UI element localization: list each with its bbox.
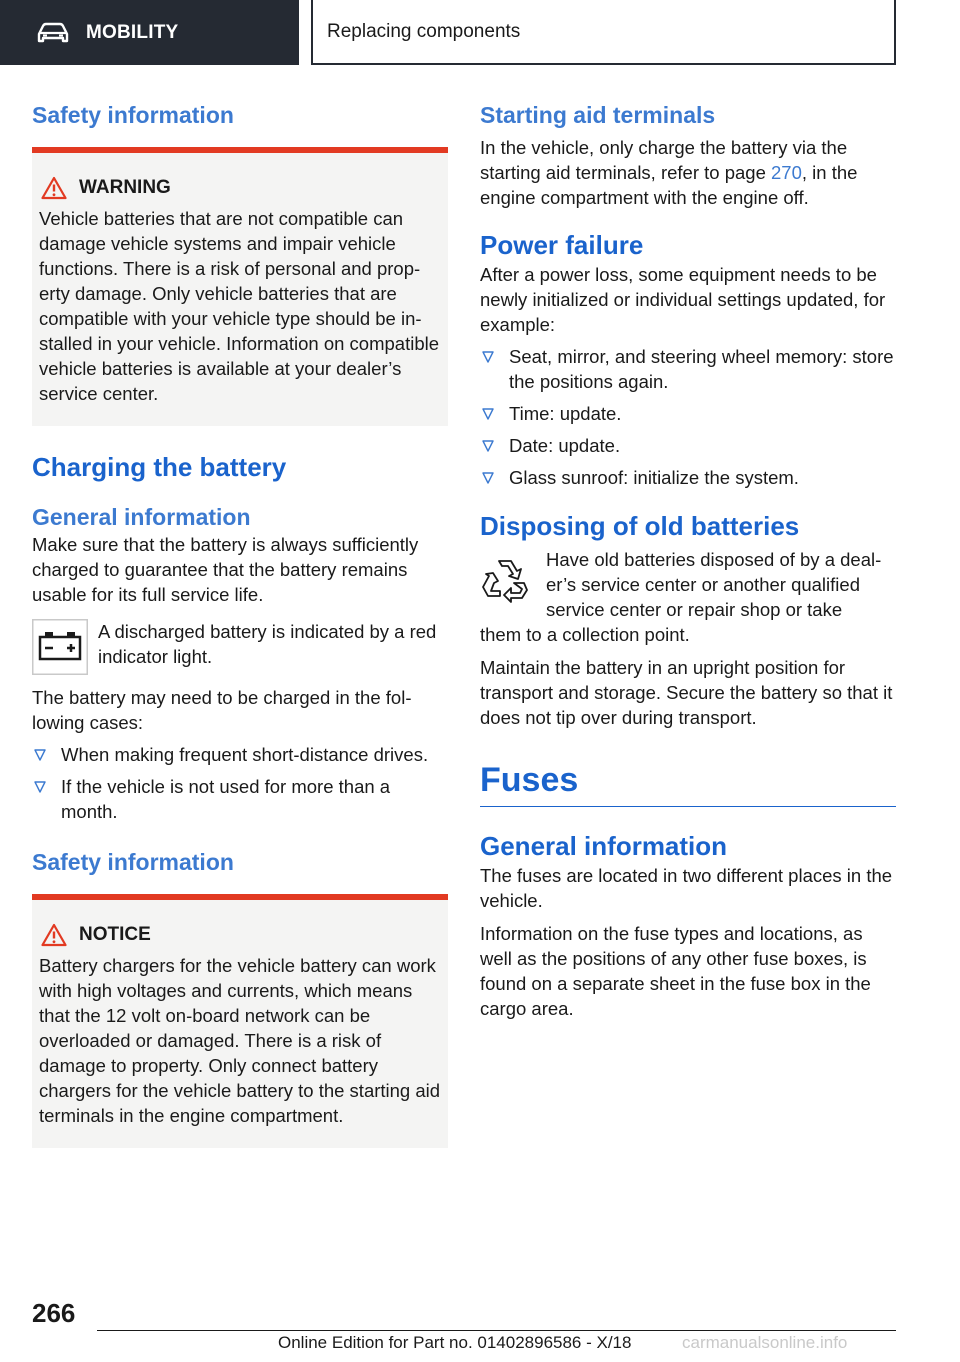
fuses-text-2: Information on the fuse types and locations, as well as the positions of any other fuse boxes, is found on a separate sheet in the fuse box in the cargo area. xyxy=(480,923,871,1019)
recycle-icon xyxy=(480,555,530,605)
starting-aid-heading: Starting aid terminals xyxy=(480,102,716,128)
bullet-triangle-icon xyxy=(34,749,46,761)
bullet-triangle-icon xyxy=(482,472,494,484)
notice-title-row xyxy=(39,922,441,947)
list-item-text: Time: update. xyxy=(509,403,622,424)
cases-intro: The battery may need to be charged in the following cases: xyxy=(32,687,412,733)
safety-info-heading-2: Safety information xyxy=(32,849,234,875)
list-item xyxy=(480,344,896,394)
header-chapter-box xyxy=(311,0,896,65)
warning-box xyxy=(32,147,448,426)
edition-text: Online Edition for Part no. 01402896586 - X/18 xyxy=(278,1333,632,1352)
safety-info-heading: Safety information xyxy=(32,102,234,128)
recycle-paragraph xyxy=(480,547,896,622)
fuses-text-1: The fuses are located in two different places in the vehicle. xyxy=(480,865,893,911)
warning-triangle-icon xyxy=(41,923,67,947)
disposing-text-2: Maintain the battery in an upright position for transport and storage. Secure the battery so that it does not tip over during transport. xyxy=(480,657,893,728)
left-column xyxy=(32,100,448,1148)
starting-aid-text xyxy=(480,135,896,210)
warning-text: Vehicle batteries that are not compatible can damage vehicle systems and impair vehicle functions. There is a risk of personal and property damage. Only vehicle batteries that are compatible with your vehicle type should be installed in your vehicle. Information on compatible vehicle batteries is available at your dealer’s service center. xyxy=(39,208,440,404)
starting-aid-text-a: In the vehicle, only charge the battery via the starting aid terminals, refer to page xyxy=(480,137,848,183)
page-number: 266 xyxy=(32,1298,76,1328)
watermark: carmanualsonline.info xyxy=(682,1333,848,1352)
fuses-heading: Fuses xyxy=(480,759,896,807)
car-icon xyxy=(36,22,70,44)
header-section-tab xyxy=(0,0,299,65)
page-link-270[interactable]: 270 xyxy=(771,162,802,183)
bullet-triangle-icon xyxy=(34,781,46,793)
notice-text: Battery chargers for the vehicle battery can work with high voltages and currents, which means that the 12 volt on-board network can be overloaded or damaged. There is a risk of damage to property. Only connect battery chargers for the vehicle battery to the starting aid terminals in the engine compartment. xyxy=(39,955,441,1126)
list-item-text: If the vehicle is not used for more than a month. xyxy=(61,776,391,822)
disposing-text-a: Have old batteries disposed of by a dealer’s service center or another qualified service center or repair shop or take xyxy=(546,549,882,620)
cases-list xyxy=(32,742,448,824)
general-info-heading: General information xyxy=(32,504,251,530)
starting-aid-text-b: , in the engine compartment with the engine off. xyxy=(480,162,858,208)
bullet-triangle-icon xyxy=(482,440,494,452)
notice-title: NOTICE xyxy=(79,924,151,945)
power-failure-list xyxy=(480,344,896,490)
charging-heading: Charging the battery xyxy=(32,452,287,482)
warning-triangle-icon xyxy=(41,176,67,200)
section-title: MOBILITY xyxy=(86,21,179,43)
notice-box xyxy=(32,894,448,1148)
bullet-triangle-icon xyxy=(482,351,494,363)
list-item-text: Date: update. xyxy=(509,435,621,456)
list-item xyxy=(480,433,896,458)
list-item xyxy=(32,742,448,767)
list-item-text: Glass sunroof: initialize the system. xyxy=(509,467,799,488)
power-failure-text: After a power loss, some equipment needs to be newly initialized or individual settings updated, for example: xyxy=(480,264,886,335)
right-column xyxy=(480,100,896,1021)
list-item xyxy=(480,465,896,490)
list-item-text: Seat, mirror, and steering wheel memory: store the positions again. xyxy=(509,346,894,392)
warning-title: WARNING xyxy=(79,177,171,198)
footer-divider xyxy=(97,1330,896,1331)
disposing-heading: Disposing of old batteries xyxy=(480,511,800,541)
disposing-text-b: them to a collection point. xyxy=(480,624,690,645)
battery-indicator-icon xyxy=(32,619,88,675)
bullet-triangle-icon xyxy=(482,408,494,420)
list-item xyxy=(480,401,896,426)
battery-indicator-text: A discharged battery is indicated by a red indicator light. xyxy=(98,621,437,667)
chapter-title: Replacing components xyxy=(327,20,521,42)
battery-indicator-paragraph xyxy=(32,619,448,674)
list-item xyxy=(32,774,448,824)
fuses-general-heading: General information xyxy=(480,831,728,861)
list-item-text: When making frequent short-distance drives. xyxy=(61,744,429,765)
power-failure-heading: Power failure xyxy=(480,230,644,260)
warning-title-row xyxy=(39,175,441,200)
general-info-text: Make sure that the battery is always sufficiently charged to guarantee that the battery remains usable for its full service life. xyxy=(32,534,419,605)
